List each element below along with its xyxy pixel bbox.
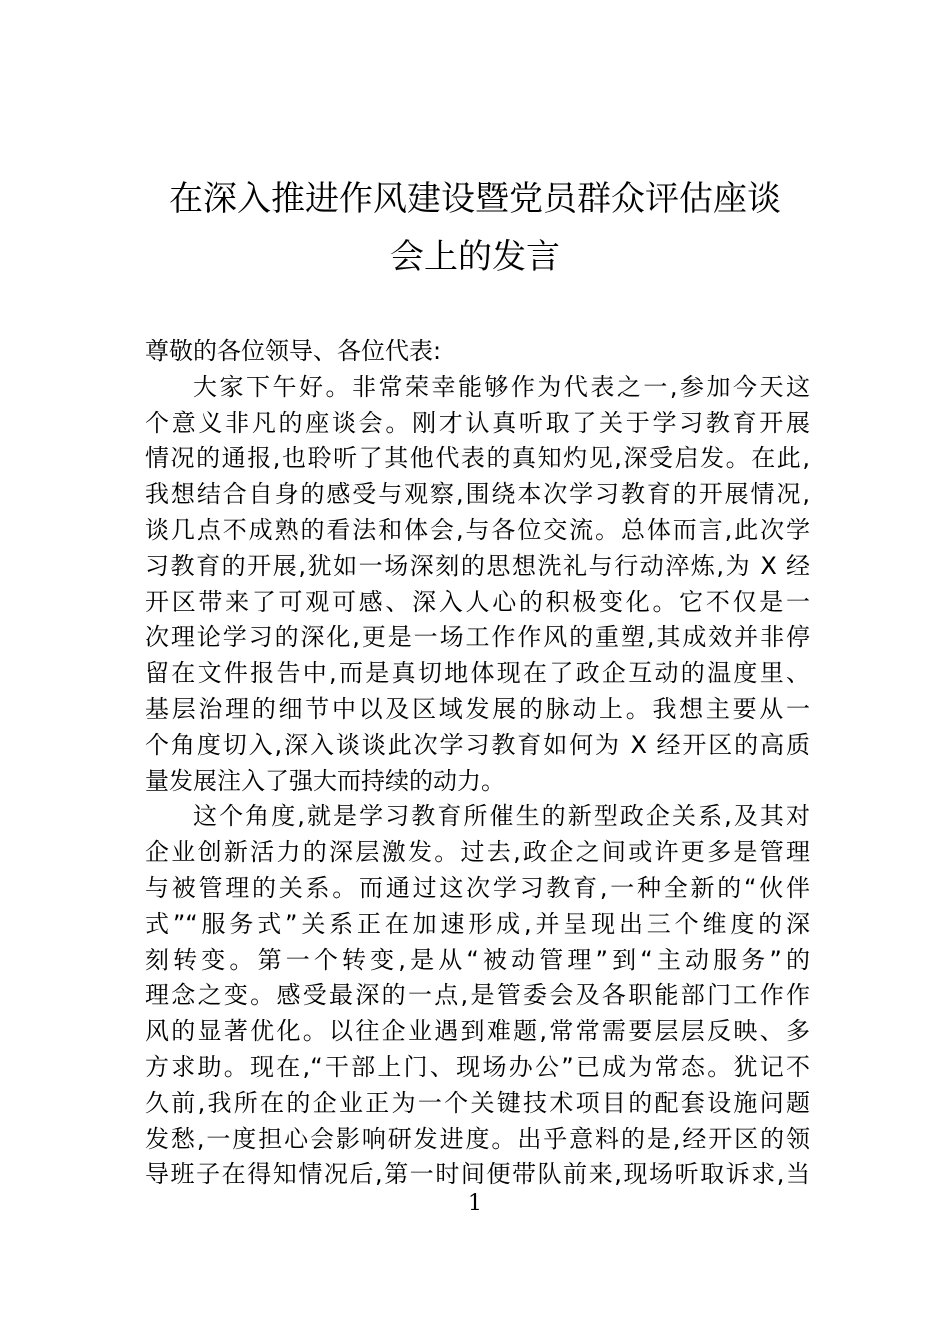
- paragraph-line: 理念之变。感受最深的一点,是管委会及各职能部门工作作: [145, 981, 810, 1010]
- paragraph-line: 发愁,一度担心会影响研发进度。出乎意料的是,经开区的领: [145, 1124, 810, 1153]
- document-title: [140, 170, 810, 286]
- paragraph-line: 情况的通报,也聆听了其他代表的真知灼见,深受启发。在此,: [145, 444, 810, 473]
- paragraph-line: 习教育的开展,犹如一场深刻的思想洗礼与行动淬炼,为 X 经: [145, 551, 810, 580]
- paragraph-line: 刻转变。第一个转变,是从“被动管理”到“主动服务”的: [145, 945, 810, 974]
- paragraph-line: 方求助。现在,“干部上门、现场办公”已成为常态。犹记不: [145, 1052, 810, 1081]
- paragraph-line: 谈几点不成熟的看法和体会,与各位交流。总体而言,此次学: [145, 515, 810, 544]
- paragraph-line: 基层治理的细节中以及区域发展的脉动上。我想主要从一: [145, 694, 810, 723]
- title-line-2: 会上的发言: [390, 237, 560, 277]
- paragraph-2: [145, 799, 810, 1193]
- paragraph-line: 个角度切入,深入谈谈此次学习教育如何为 X 经开区的高质: [145, 730, 810, 759]
- paragraph-line: 导班子在得知情况后,第一时间便带队前来,现场听取诉求,当: [145, 1160, 810, 1189]
- paragraph-line: 风的显著优化。以往企业遇到难题,常常需要层层反映、多: [145, 1017, 810, 1046]
- paragraph-line: 企业创新活力的深层激发。过去,政企之间或许更多是管理: [145, 838, 810, 867]
- salutation: 尊敬的各位领导、各位代表:: [145, 337, 442, 365]
- paragraph-line: 量发展注入了强大而持续的动力。: [145, 766, 505, 795]
- paragraph-line: 久前,我所在的企业正为一个关键技术项目的配套设施问题: [145, 1088, 810, 1117]
- document-body: [145, 334, 810, 1193]
- paragraph-line: 留在文件报告中,而是真切地体现在了政企互动的温度里、: [145, 659, 810, 688]
- paragraph-line: 我想结合自身的感受与观察,围绕本次学习教育的开展情况,: [145, 480, 810, 509]
- paragraph-line: 式”“服务式”关系正在加速形成,并呈现出三个维度的深: [145, 909, 810, 938]
- paragraph-line: 这个角度,就是学习教育所催生的新型政企关系,及其对: [193, 802, 810, 831]
- paragraph-line: 次理论学习的深化,更是一场工作作风的重塑,其成效并非停: [145, 623, 810, 652]
- page-number: 1: [468, 1191, 482, 1216]
- paragraph-line: 开区带来了可观可感、深入人心的积极变化。它不仅是一: [145, 587, 810, 616]
- paragraph-line: 大家下午好。非常荣幸能够作为代表之一,参加今天这: [193, 372, 810, 401]
- title-line-1: 在深入推进作风建设暨党员群众评估座谈: [169, 179, 781, 219]
- paragraph-line: 与被管理的关系。而通过这次学习教育,一种全新的“伙伴: [145, 873, 810, 902]
- paragraph-1: [145, 370, 810, 800]
- paragraph-line: 个意义非凡的座谈会。刚才认真听取了关于学习教育开展: [145, 408, 810, 437]
